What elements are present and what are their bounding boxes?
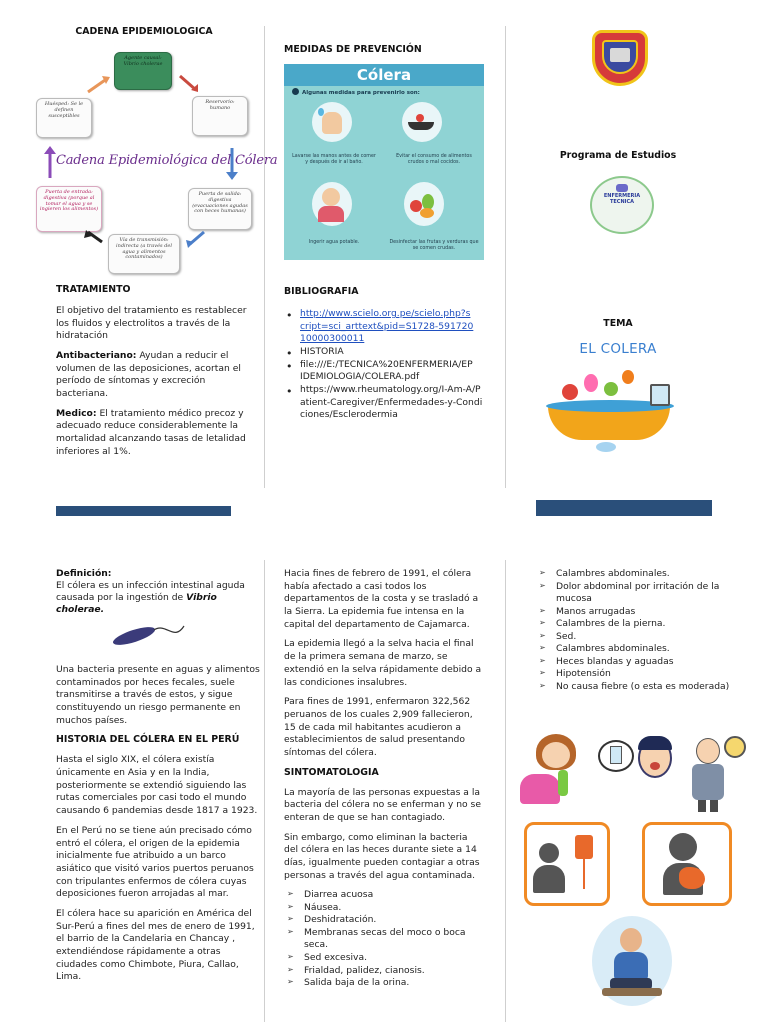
list-item: ➢ Dolor abdominal por irritación de la mucosa <box>536 581 736 606</box>
iv-drip-icon-card <box>524 822 610 906</box>
iv-tube-icon <box>583 859 585 889</box>
vegetables-icon <box>404 182 444 226</box>
history-paragraph-3: El cólera hace su aparición en América del Sur-Perú a fines del mes de enero de 1991, el barrio de la Candelaria en Chancay , extendiéndose rápidamente a otras ciudades como Chimbote, Piura, Callao, Lima. <box>56 907 255 983</box>
antibacterial-label: Antibacteriano: <box>56 350 137 362</box>
tema-label: TEMA <box>603 318 633 329</box>
prevention-title: MEDIDAS DE PREVENCIÓN <box>284 44 422 55</box>
definition-label: Definición: <box>56 568 112 579</box>
list-item: ➢ Calambres abdominales. <box>536 568 736 581</box>
list-item: ➢ Heces blandas y aguadas <box>536 656 736 669</box>
prevention-item-1: Lavarse las manos antes de comer y después de ir al baño. <box>292 154 376 165</box>
mouth-icon <box>650 762 660 770</box>
treatment-antibacterial <box>56 350 256 401</box>
epidemic-section <box>284 568 484 990</box>
tema-wrap <box>506 318 730 331</box>
bacteria-description: Una bacteria presente en aguas y alimentos contaminados por heces fecales, suele transmitirse a través de estos, y sigue constituyendo un riesgo permanente en muchos países. <box>56 664 260 726</box>
stomach-ache-man-illustration <box>592 916 672 1006</box>
list-item: • file:///E:/TECNICA%20ENFERMERIA/EPIDEMIOLOGIA/COLERA.pdf <box>284 359 489 384</box>
decorative-bar <box>56 506 231 516</box>
definition-block <box>56 568 262 617</box>
list-item: ➢ Frialdad, palidez, cianosis. <box>284 965 484 978</box>
decorative-bar <box>536 500 712 516</box>
medical-label: Medico: <box>56 407 97 419</box>
symptoms-list <box>284 889 484 989</box>
bacteria-icon <box>604 382 618 396</box>
nurse-cap-icon <box>616 184 628 192</box>
face-icon <box>542 742 570 768</box>
cooking-pan-icon <box>402 102 442 142</box>
infographic-subtitle-text: Algunas medidas para prevenirlo son: <box>302 90 420 96</box>
list-item: ➢ Náusea. <box>284 902 484 915</box>
bacteria-icon <box>584 374 598 392</box>
face-icon <box>696 738 720 764</box>
vomiting-girl-illustration <box>516 730 598 808</box>
infographic-subtitle <box>292 88 420 98</box>
shirt-shape <box>614 952 648 980</box>
medical-text: El tratamiento médico precoz y adecuado reduce considerablemente la mortalidad alcanzando tasas de letalidad inferiores al 1%. <box>56 407 246 457</box>
treatment-section <box>56 284 256 466</box>
definition-text: El cólera es un infección intestinal aguda causada por la ingestión de <box>56 580 245 604</box>
tema-value-wrap <box>506 340 730 359</box>
list-item: ➢ Hipotensión <box>536 668 736 681</box>
chain-center-title: Cadena Epidemiológica del Cólera <box>56 153 278 168</box>
list-item: ➢ Sed excesiva. <box>284 952 484 965</box>
history-section <box>56 664 262 991</box>
chain-node-entry: Puerta de entrada: digestiva (porque al tomar el agua y se ingieren los alimentos) <box>36 186 102 232</box>
list-item: ➢ Manos arrugadas <box>536 606 736 619</box>
epidemiological-chain-diagram <box>30 48 278 276</box>
shirt-shape <box>520 774 560 804</box>
definition-section <box>56 568 262 617</box>
person-head-icon <box>539 843 559 863</box>
list-item: • https://www.rheumatology.org/I-Am-A/Patient-Caregiver/Enfermedades-y-Condiciones/Esclerodermia <box>284 384 489 422</box>
suit-shape <box>692 764 724 800</box>
tema-value: EL COLERA <box>579 341 657 357</box>
list-item <box>284 308 489 346</box>
face-icon <box>620 928 642 952</box>
computer-icon <box>610 48 630 62</box>
person-body-icon <box>533 865 565 893</box>
leg-shape <box>710 800 718 812</box>
symptoms-paragraph-2: Sin embargo, como eliminan la bacteria del cólera en las heces durante siete a 14 días, igualmente pueden contagiar a otras personas a través del agua contaminada. <box>284 831 480 881</box>
chain-node-host: Huésped: Se le definen susceptibles <box>36 98 92 138</box>
column-divider <box>505 26 506 488</box>
list-item: ➢ Deshidratación. <box>284 914 484 927</box>
bacterium-icon <box>108 612 188 658</box>
stomach-icon <box>679 867 705 889</box>
treatment-title: TRATAMIENTO <box>56 284 131 295</box>
list-item: ➢ Diarrea acuosa <box>284 889 484 902</box>
prevention-item-3: Ingerir agua potable. <box>308 240 360 245</box>
iv-bag-icon <box>575 835 593 859</box>
list-item: ➢ Calambres de la pierna. <box>536 618 736 631</box>
hair-shape <box>638 736 672 750</box>
epidemic-paragraph-2: La epidemia llegó a la selva hacia el final de la primera semana de marzo, se extendió en la selva rápidamente debido a las condiciones insalubres. <box>284 638 482 688</box>
thirsty-boy-illustration <box>598 736 680 808</box>
list-item: ➢ Calambres abdominales. <box>536 643 736 656</box>
list-item: • HISTORIA <box>284 346 489 359</box>
treatment-medical <box>56 408 256 459</box>
bed-shape <box>602 988 662 996</box>
prevention-heading-wrap <box>284 44 484 57</box>
drinking-water-icon <box>312 182 352 226</box>
chain-arrows <box>30 48 262 276</box>
nursing-badge <box>586 174 658 238</box>
chain-heading: CADENA EPIDEMIOLOGICA <box>75 26 213 37</box>
bacteria-bowl-illustration <box>546 370 692 460</box>
bacteria-icon <box>622 370 634 384</box>
prevention-infographic <box>284 64 484 260</box>
epidemic-paragraph-1: Hacia fines de febrero de 1991, el cólera había afectado a casi todos los departamentos de la costa y se trasladó a la Sierra. La epidemia fue intensa en la capital del departamento de Cajamarca. <box>284 568 479 630</box>
chain-node-agent: Agente causal: Vibrio cholerae <box>114 52 172 90</box>
badge-text: ENFERMERIA TECNICA <box>603 193 641 205</box>
list-item: ➢ No causa fiebre (o esta es moderada) <box>536 681 736 694</box>
column-divider <box>264 560 265 1022</box>
bibliography-list <box>284 308 489 422</box>
scielo-link[interactable]: http://www.scielo.org.pe/scielo.php?script=sci_arttext&pid=S1728-59172010000300011 <box>300 307 474 345</box>
person-head-icon <box>669 833 697 861</box>
bibliography-title: BIBLIOGRAFIA <box>284 286 359 297</box>
vibrio-bacterium-illustration <box>108 612 188 658</box>
bullet-icon <box>292 88 299 95</box>
institution-shield-logo <box>586 26 654 90</box>
history-title: HISTORIA DEL CÓLERA EN EL PERÚ <box>56 734 240 746</box>
prevention-item-2: Evitar el consumo de alimentos crudos o mal cocidos. <box>396 154 472 165</box>
vomit-icon <box>558 770 568 796</box>
symptoms-title: SINTOMATOLOGIA <box>284 766 379 778</box>
chain-node-transmission: Vía de transmisión: indirecta (a través del agua y alimentos contaminados) <box>108 234 180 274</box>
history-paragraph-2: En el Perú no se tiene aún precisado cómo entró el cólera, el origen de la epidemia inicialmente fue atribuido a un barco asiático que visitó varios puertos peruanos con tripulantes enfermos de cólera cuyas deposiciones fueron arrojadas al mar. <box>56 824 254 900</box>
sick-man-illustration <box>688 734 750 814</box>
antibacterial-text: Ayudan a reducir el volumen de las deposiciones, acortan el período de síntomas y excreción bacteriana. <box>56 350 241 400</box>
column-divider <box>505 560 506 1022</box>
water-splash-icon <box>596 442 616 452</box>
thought-bubble-icon <box>724 736 746 758</box>
epidemic-paragraph-3: Para fines de 1991, enfermaron 322,562 peruanos de los cuales 2,909 fallecieron, 15 de cada mil habitantes acudieron a establecimientos de salud presentando síntomas del cólera. <box>284 696 473 758</box>
list-item: ➢ Membranas secas del moco o boca seca. <box>284 927 484 952</box>
water-glass-icon <box>650 384 670 406</box>
history-paragraph-1: Hasta el siglo XIX, el cólera existía únicamente en Asia y en la India, posteriormente se extendió siguiendo las rutas comerciales por casi todo el mundo causando 6 pandemias desde 1817 a 1923. <box>56 754 258 817</box>
definition-species: Vibrio cholerae. <box>56 592 217 616</box>
program-label: Programa de Estudios <box>559 150 677 161</box>
chain-node-reservoir: Reservorio: humano <box>192 96 248 136</box>
more-symptoms-section <box>536 568 736 693</box>
symptoms-paragraph-1: La mayoría de las personas expuestas a la bacteria del cólera no se enferman y no se enteran de que se han contagiado. <box>284 786 481 823</box>
leg-shape <box>698 800 706 812</box>
water-glass-icon <box>610 746 622 764</box>
panel-top-left <box>30 26 258 39</box>
bacteria-icon <box>562 384 578 400</box>
infographic-title: Cólera <box>356 66 412 84</box>
list-item: ➢ Salida baja de la orina. <box>284 977 484 990</box>
more-symptoms-list <box>536 568 736 693</box>
chain-node-exit: Puerta de salida: digestiva (evacuaciones agudas con heces humanas) <box>188 188 252 230</box>
list-item: ➢ Sed. <box>536 631 736 644</box>
handwash-icon <box>312 102 352 142</box>
bibliography-section <box>284 286 489 422</box>
prevention-item-4: Desinfectar las frutas y verduras que se comen crudas. <box>389 240 479 251</box>
treatment-intro: El objetivo del tratamiento es restablecer los fluidos y electrolitos a través de la hidratación <box>56 304 247 342</box>
nausea-icon-card <box>642 822 732 906</box>
column-divider <box>264 26 265 488</box>
program-wrap <box>506 150 730 163</box>
